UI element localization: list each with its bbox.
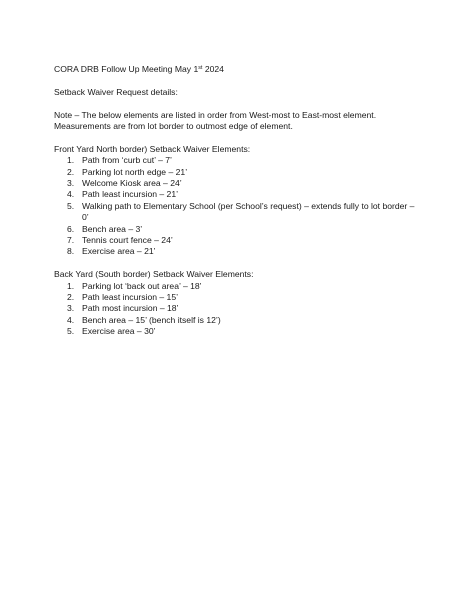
- list-item-text: Path from ‘curb cut’ – 7’: [82, 155, 172, 166]
- document-body: [54, 64, 416, 349]
- list-item-number: 7.: [67, 235, 75, 246]
- list-item: [54, 246, 416, 257]
- front-yard-list: [54, 155, 416, 258]
- list-item-text: Bench area – 3’: [82, 223, 143, 234]
- list-item: [54, 201, 416, 224]
- list-item-number: 1.: [67, 280, 75, 291]
- meeting-title: [54, 64, 416, 75]
- list-item-number: 3.: [67, 178, 75, 189]
- list-item-number: 2.: [67, 166, 75, 177]
- list-item: [54, 167, 416, 178]
- note-paragraph: Note – The below elements are listed in order from West-most to East-most element. Measurements are from lot border to outmost edge of element.: [54, 109, 377, 131]
- list-item-text: Tennis court fence – 24’: [82, 235, 173, 246]
- meeting-title-prefix: CORA DRB Follow Up Meeting May 1: [54, 64, 199, 74]
- list-item: [54, 281, 416, 292]
- list-item: [54, 292, 416, 303]
- list-item: [54, 155, 416, 166]
- list-item-text: Exercise area – 30’: [82, 326, 156, 337]
- meeting-title-suffix: 2024: [202, 64, 224, 74]
- list-item: [54, 178, 416, 189]
- front-yard-heading: Front Yard North border) Setback Waiver Elements:: [54, 143, 251, 154]
- list-item-text: Path least incursion – 21’: [82, 189, 179, 200]
- list-item: [54, 189, 416, 200]
- list-item-text: Path most incursion – 18’: [82, 303, 179, 314]
- list-item-number: 4.: [67, 314, 75, 325]
- list-item-text: Welcome Kiosk area – 24’: [82, 178, 182, 189]
- list-item: [54, 224, 416, 235]
- list-item-number: 1.: [67, 155, 75, 166]
- section-subtitle: Setback Waiver Request details:: [54, 86, 178, 97]
- list-item-number: 5.: [67, 326, 75, 337]
- list-item-text: Parking lot ‘back out area’ – 18’: [82, 280, 202, 291]
- list-item-text: Walking path to Elementary School (per School’s request) – extends fully to lot border – 0’: [82, 200, 415, 223]
- list-item: [54, 326, 416, 337]
- back-yard-heading: Back Yard (South border) Setback Waiver Elements:: [54, 269, 254, 280]
- list-item: [54, 315, 416, 326]
- list-item-text: Bench area – 15’ (bench itself is 12’): [82, 314, 221, 325]
- list-item-number: 5.: [67, 200, 75, 211]
- list-item-number: 6.: [67, 223, 75, 234]
- list-item-text: Parking lot north edge – 21’: [82, 166, 188, 177]
- list-item-text: Exercise area – 21’: [82, 246, 156, 257]
- back-yard-list: [54, 281, 416, 338]
- list-item-number: 2.: [67, 292, 75, 303]
- list-item-text: Path least incursion – 15’: [82, 292, 179, 303]
- list-item-number: 8.: [67, 246, 75, 257]
- list-item: [54, 303, 416, 314]
- list-item-number: 4.: [67, 189, 75, 200]
- list-item-number: 3.: [67, 303, 75, 314]
- list-item: [54, 235, 416, 246]
- meeting-title-ordinal: st: [198, 64, 203, 71]
